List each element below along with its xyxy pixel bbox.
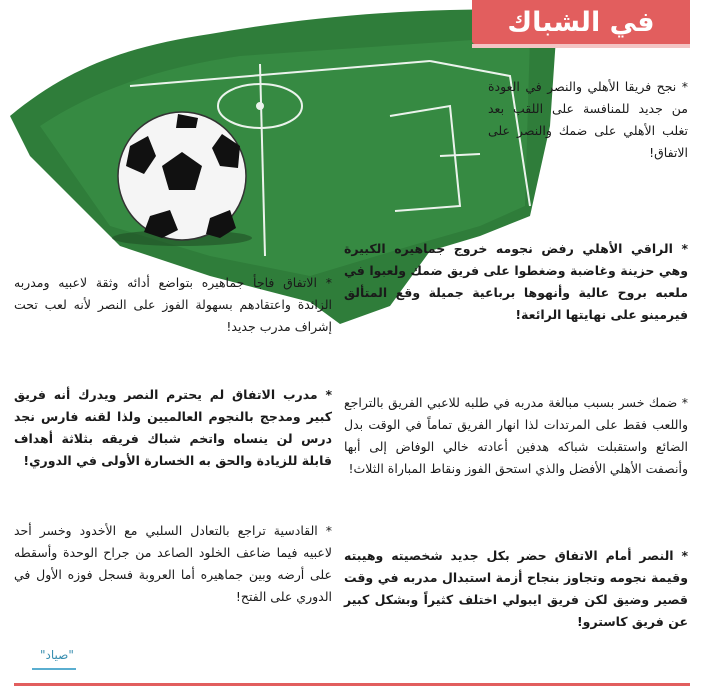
article-text: * ضمك خسر بسبب مبالغة مدربه في طلبه للاعبي الفريق بالتراجع واللعب فقط على المرتدات لذا انهار الفريق تماماً في الوقت بدل الضائع واستقبلت شباكه هدفين أعادته خالي الوفاض إلى أبها وأنصفت الأهلي الأفضل والذي استحق الفوز ونقاط المباراة الثلاث! (344, 395, 688, 476)
article-text: * النصر أمام الاتفاق حضر بكل جديد شخصيته وهيبته وقيمة نجومه وتجاوز بنجاح أزمة استبدال مدربه في وقت قصير وضيق لكن فريق ايبولي اختلف كثيراً وبشكل كبير عن فريق كاسترو! (344, 548, 688, 629)
article-text: * نجح فريقا الأهلي والنصر في العودة من جديد للمنافسة على اللقب بعد تغلب الأهلي على ضمك والنصر على الاتفاق! (488, 79, 688, 160)
article-paragraph (14, 384, 332, 472)
article-text: * الراقي الأهلي رفض نجومه خروج جماهيره الكبيرة وهي حزينة وغاضبة وضغطوا على فريق ضمك ولعبوا في ملعبه بروح عالية وأنهوها برباعية جميلة وقع المتألق فيرمينو على نهايتها الرائعة! (344, 241, 688, 322)
author-signature: "صياد" (40, 648, 74, 662)
section-title: في الشباك (472, 0, 690, 44)
article-paragraph (14, 520, 332, 608)
article-paragraph (488, 76, 688, 164)
article-paragraph (14, 272, 332, 338)
article-text: * مدرب الاتفاق لم يحترم النصر ويدرك أنه فريق كبير ومدجج بالنجوم العالميين ولذا لقنه فارس نجد درس لن ينساه واتخم شباك فريقه بثلاثة أهداف قابلة للزيادة والحق به الخسارة الأولى في الدوري! (14, 387, 332, 468)
article-paragraph (344, 545, 688, 633)
article-text: * القادسية تراجع بالتعادل السلبي مع الأخدود وخسر أحد لاعبيه فيما ضاعف الخلود الصاعد من جراح الوحدة وأسقطه على أرضه وبين جماهيره أما العروبة فسجل فوزه الأول في الدوري على الفتح! (14, 523, 332, 604)
signature-underline (32, 668, 76, 670)
article-paragraph (344, 392, 688, 480)
bottom-divider (14, 683, 690, 686)
header-divider (472, 44, 690, 48)
article-text: * الاتفاق فاجأ جماهيره بتواضع أدائه وثقة لاعبيه ومدربه الزائدة واعتقادهم بسهولة الفوز على النصر لأنه لعب تحت إشراف مدرب جديد! (14, 275, 332, 334)
article-paragraph (344, 238, 688, 326)
